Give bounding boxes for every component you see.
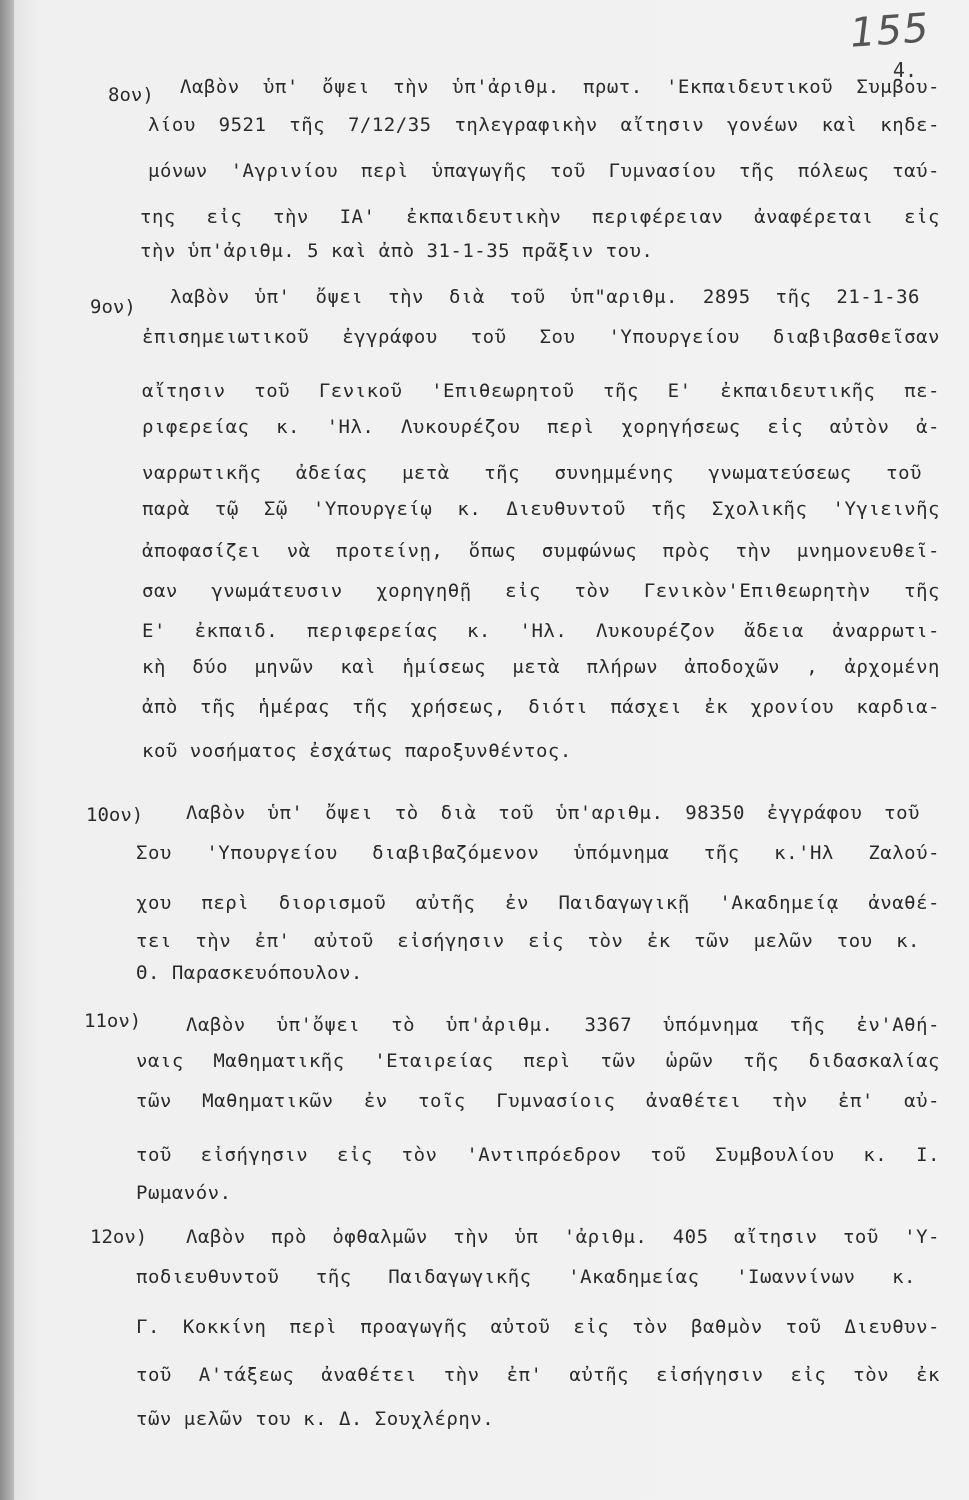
text-line: κὴ δύο μηνῶν καὶ ἡμίσεως μετὰ πλήρων ἀποδοχῶν , ἀρχομένη xyxy=(142,656,940,678)
text-line: σαν γνωμάτευσιν χορηγηθῇ εἰς τὸν Γενικὸν'Επιθεωρητὴν τῆς xyxy=(142,580,940,602)
item-number: 9ον) xyxy=(90,296,136,318)
text-line: Σου 'Υπουργείου διαβιβαζόμενον ὑπόμνημα τῆς κ.'Ηλ Ζαλού- xyxy=(136,842,940,864)
text-line: αἴτησιν τοῦ Γενικοῦ 'Επιθεωρητοῦ τῆς Ε' ἐκπαιδευτικῆς πε- xyxy=(142,380,940,402)
page-binding-edge xyxy=(0,0,14,1500)
text-line: Λαβὸν ὑπ' ὄψει τὴν ὑπ'ἀριθμ. πρωτ. 'Εκπαιδευτικοῦ Συμβου- xyxy=(180,76,940,98)
text-line: Λαβὸν πρὸ ὀφθαλμῶν τὴν ὑπ 'ἀριθμ. 405 αἴτησιν τοῦ 'Υ- xyxy=(186,1226,940,1248)
item-number: 12ον) xyxy=(90,1226,148,1248)
text-line: τει τὴν ἐπ' αὐτοῦ εἰσήγησιν εἰς τὸν ἐκ τῶν μελῶν του κ. xyxy=(136,930,920,952)
text-line: τῶν Μαθηματικῶν ἐν τοῖς Γυμνασίοις ἀναθέτει τὴν ἐπ' αὐ- xyxy=(136,1090,940,1112)
text-line: ἀπὸ τῆς ἡμέρας τῆς χρήσεως, διότι πάσχει ἐκ χρονίου καρδια- xyxy=(142,696,940,718)
item-number: 11ον) xyxy=(84,1010,142,1032)
text-line: λίου 9521 τῆς 7/12/35 τηλεγραφικὴν αἴτησιν γονέων καὶ κηδε- xyxy=(148,114,940,136)
text-line: Λαβὸν ὑπ'ὄψει τὸ ὑπ'ἀριθμ. 3367 ὑπόμνημα τῆς ἐν'Αθή- xyxy=(186,1014,940,1036)
text-line: Ε' ἐκπαιδ. περιφερείας κ. 'Ηλ. Λυκουρέζον ἄδεια ἀναρρωτι- xyxy=(142,620,940,642)
text-line: της εἰς τὴν ΙΑ' ἐκπαιδευτικὴν περιφέρειαν ἀναφέρεται εἰς xyxy=(140,206,940,228)
text-line: παρὰ τῷ Σῷ 'Υπουργείῳ κ. Διευθυντοῦ τῆς Σχολικῆς 'Υγιεινῆς xyxy=(142,498,940,520)
text-line: τὴν ὑπ'ἀριθμ. 5 καὶ ἀπὸ 31-1-35 πρᾶξιν του. xyxy=(140,240,654,262)
text-line: Ρωμανόν. xyxy=(136,1182,232,1204)
text-line: λαβὸν ὑπ' ὄψει τὴν διὰ τοῦ ὑπ"αριθμ. 2895 τῆς 21-1-36 xyxy=(170,286,920,308)
folio-number: 155 xyxy=(848,5,931,57)
text-line: ποδιευθυντοῦ τῆς Παιδαγωγικῆς 'Ακαδημείας 'Ιωαννίνων κ. xyxy=(136,1266,916,1288)
text-line: τῶν μελῶν του κ. Δ. Σουχλέρην. xyxy=(136,1408,495,1430)
text-line: ναρρωτικῆς ἀδείας μετὰ τῆς συνημμένης γνωματεύσεως τοῦ xyxy=(142,462,922,484)
text-line: Γ. Κοκκίνη περὶ προαγωγῆς αὐτοῦ εἰς τὸν βαθμὸν τοῦ Διευθυν- xyxy=(136,1316,940,1338)
text-line: Θ. Παρασκευόπουλον. xyxy=(136,962,363,984)
page-number: 4. xyxy=(892,58,917,82)
text-line: χου περὶ διορισμοῦ αὐτῆς ἐν Παιδαγωγικῇ 'Ακαδημείᾳ ἀναθέ- xyxy=(136,892,940,914)
text-line: ἀποφασίζει νὰ προτείνῃ, ὅπως συμφώνως πρὸς τὴν μνημονευθεῖ- xyxy=(142,540,940,562)
text-line: τοῦ Α'τάξεως ἀναθέτει τὴν ἐπ' αὐτῆς εἰσήγησιν εἰς τὸν ἐκ xyxy=(136,1364,940,1386)
text-line: μόνων 'Αγρινίου περὶ ὑπαγωγῆς τοῦ Γυμνασίου τῆς πόλεως ταύ- xyxy=(148,160,940,182)
text-line: Λαβὸν ὑπ' ὄψει τὸ διὰ τοῦ ὑπ'αριθμ. 98350 ἐγγράφου τοῦ xyxy=(186,802,920,824)
text-line: ριφερείας κ. 'Ηλ. Λυκουρέζου περὶ χορηγήσεως εἰς αὐτὸν ἀ- xyxy=(142,416,940,438)
item-number: 10ον) xyxy=(86,804,144,826)
item-number: 8ον) xyxy=(108,84,154,106)
text-line: κοῦ νοσήματος ἐσχάτως παροξυνθέντος. xyxy=(142,740,572,762)
text-line: ἐπισημειωτικοῦ ἐγγράφου τοῦ Σου 'Υπουργείου διαβιβασθεῖσαν xyxy=(142,326,940,348)
text-line: ναις Μαθηματικῆς 'Εταιρείας περὶ τῶν ὡρῶν τῆς διδασκαλίας xyxy=(136,1050,940,1072)
text-line: τοῦ εἰσήγησιν εἰς τὸν 'Αντιπρόεδρον τοῦ Συμβουλίου κ. Ι. xyxy=(136,1144,940,1166)
